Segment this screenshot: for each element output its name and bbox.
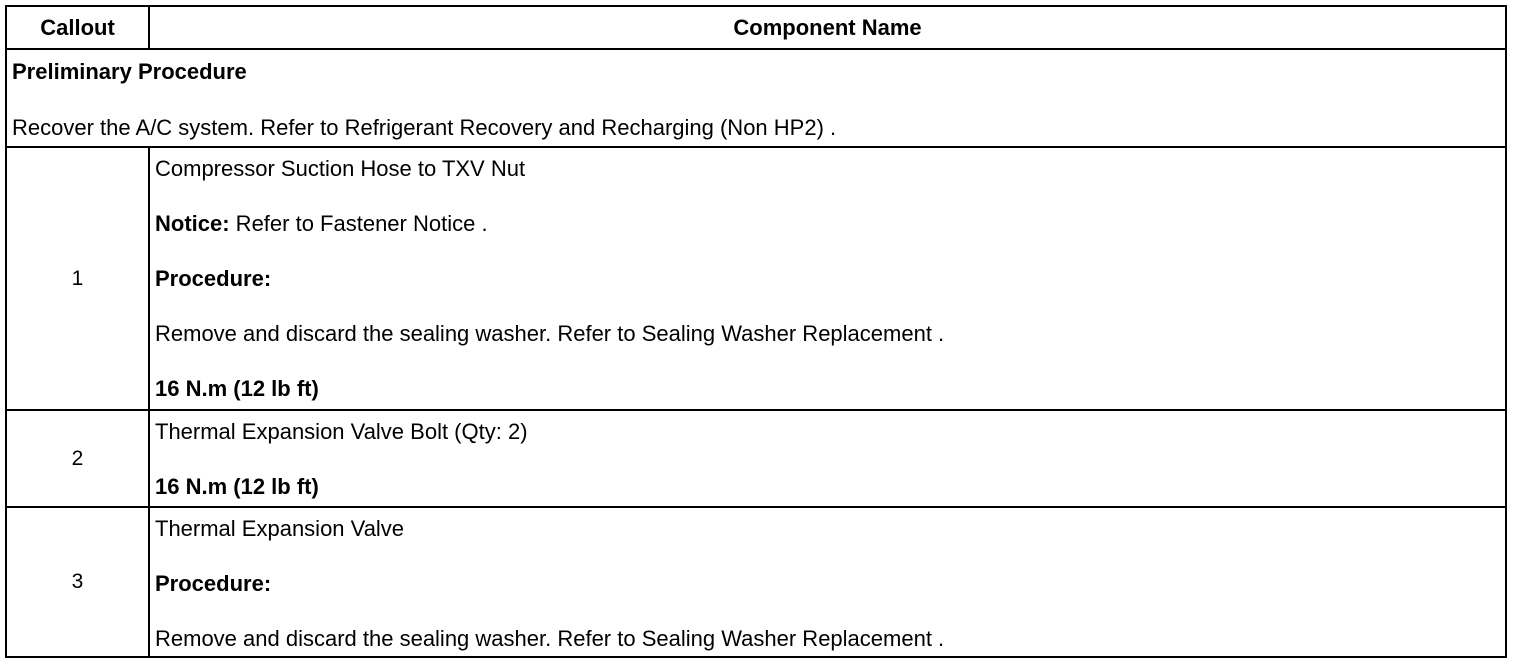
- component-name: Thermal Expansion Valve: [155, 516, 405, 541]
- preliminary-text: Recover the A/C system. Refer to Refrigerant Recovery and Recharging (Non HP2) .: [12, 115, 837, 140]
- component-name: Thermal Expansion Valve Bolt (Qty: 2): [155, 419, 528, 444]
- notice-label: Notice:: [155, 211, 230, 236]
- procedure-label: Procedure:: [155, 266, 272, 291]
- procedure-text: Remove and discard the sealing washer. Refer to Sealing Washer Replacement .: [155, 626, 945, 651]
- table-row: [7, 411, 1505, 508]
- table-row: [7, 508, 1505, 656]
- preliminary-procedure-row: [7, 50, 1505, 148]
- notice-line: [155, 211, 488, 237]
- notice-text: Refer to Fastener Notice .: [229, 211, 488, 236]
- callout-number: 1: [7, 148, 150, 409]
- callout-header: Callout: [7, 7, 150, 48]
- torque-spec: 16 N.m (12 lb ft): [155, 474, 319, 499]
- table-row: [7, 148, 1505, 411]
- callout-number: 3: [7, 508, 150, 656]
- callout-number: 2: [7, 411, 150, 506]
- component-table: [5, 5, 1507, 658]
- component-name: Compressor Suction Hose to TXV Nut: [155, 156, 526, 181]
- component-cell: [150, 148, 1505, 409]
- torque-spec: 16 N.m (12 lb ft): [155, 376, 319, 401]
- preliminary-title: Preliminary Procedure: [12, 59, 247, 84]
- procedure-label: Procedure:: [155, 571, 272, 596]
- table-header: [7, 7, 1505, 50]
- component-cell: [150, 508, 1505, 656]
- procedure-text: Remove and discard the sealing washer. Refer to Sealing Washer Replacement .: [155, 321, 945, 346]
- component-cell: [150, 411, 1505, 506]
- component-name-header: Component Name: [733, 14, 922, 40]
